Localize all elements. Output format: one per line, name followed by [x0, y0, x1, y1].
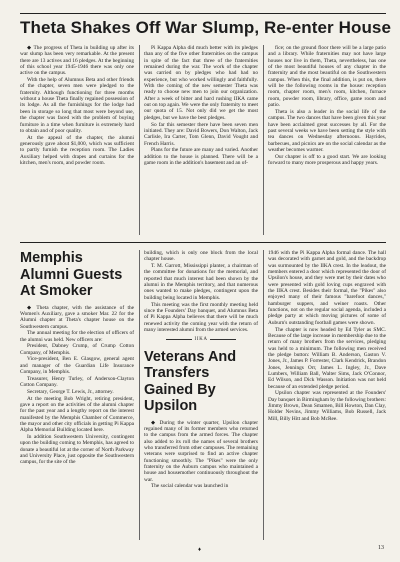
headline: Theta Shakes Off War Slump, Re-enter House	[20, 18, 392, 37]
veterans-para: 1946 with the Pi Kappa Alpha formal dance. The hall was decorated with garnet and gold, and the backdrop was surmounted by the IIKA crest. In the leadout, the members entered a door which represented the door of Upsilon's house, and they were met by their dates who were presented with gold loving cups engraved with the IIKA crest. Besides their formal, the "Pikes" also enjoyed many of their famous "barefoot dances," hamburger suppers, and weiner roasts. Other functions, not on the regular social agenda, included a pledge party at which moving pictures of some of Auburn's outstanding football games were shown.	[268, 250, 386, 326]
theta-para: Pi Kappa Alpha did much better with its pledges than any of the five other fraternities on the campus in spite of the fact that three of the fraternities remained during the war. The work of the chapter was carried on by pledges who had had no experience, but who worked willingly and faithfully. With the coming of the new semester Theta was ready to choose new men to join our organization. After a week of bitter and hard rushing IIKA came out on top again. We were the only fraternity to meet our quota of 15. Not only did we get the most pledges, but we have the best pledges.	[144, 45, 258, 121]
memphis-para: Secretary, George T. Lewis, Jr., attorney.	[27, 388, 114, 395]
memphis-headline: Memphis Alumni Guests At Smoker	[20, 250, 123, 299]
middle-column	[144, 250, 258, 490]
veterans-para: The social calendar was launched in	[151, 483, 229, 490]
page-number: 13	[378, 545, 384, 551]
veterans-column-3	[268, 250, 386, 422]
memphis-para: ◆ Theta chapter, with the assistance of the Women's Auxiliary, gave a smoker Mar. 22 for the Alumni chapter at Theta's chapter house on the Southwestern campus.	[20, 304, 134, 330]
theta-para: ◆ The progress of Theta in building up after its war slump has been very remarkable. At the present there are 13 actives and 16 pledges. At the beginning of this school year 1945-1946 there was only one active on the campus.	[20, 45, 134, 77]
column-rule	[139, 45, 140, 235]
memphis-para: Vice-president, Ben E. Glasgow, general agent and manager of the Guardian Life Insurance Company, in Memphis.	[20, 356, 134, 376]
veterans-para: The chapter is now headed by Ed Tyler as SMC. Because of the large increase in membership due to the return of many brothers from the services, pledging was held to a minimum. The following men received the pledge button: William B. Anderson, Gaston V. Jones, Jr., James P. Forrester, Clark Kendrick, Brandon Jones, Jennings Orr, James L. Ingley, Jr., Dave Lumbers, William Ball, Walter Sims, Jack O'Connor, Ed Wilson, and Dick Wasson. Initiation was not held because of an extended pledge period.	[268, 326, 386, 390]
theta-column-1	[20, 45, 134, 166]
veterans-para: Upsilon chapter was represented at the Founders' Day banquet in Birmingham by the following brothers: Jimmy Brown, Dean Smamen, Bill Howton, Dan Clay, Holder Nevins, Jimmy Williams, Bob Russell, Jack Mill, Billy Hitt and Bob McRee.	[268, 390, 386, 422]
column-rule	[263, 250, 264, 540]
memphis-para: President, Dabney Crump, of Crump Cotton Company, of Memphis.	[20, 343, 134, 356]
memphis-para: In addition Southwestern University, contingent upon the building coming to Memphis, has agreed to donate a beautiful lot at the corner of North Parkway and University Place, just opposite the Southwestern campus, for the site of the	[20, 434, 134, 466]
veterans-headline: Veterans And Transfers Gained By Upsilon	[144, 348, 237, 415]
theta-column-2	[144, 45, 258, 166]
section-rule	[20, 242, 386, 243]
column-rule	[139, 250, 140, 540]
top-rule	[20, 13, 386, 14]
theta-para: Our chapter is off to a good start. We are looking forward to many more prosperous and happy years.	[268, 153, 386, 166]
theta-para: Plans for the future are many and varied. Another addition to the house is planned. There will be a game room in the addition's basement and an of-	[144, 147, 258, 166]
memphis-para: Treasurer, Henry Turley, of Anderson-Clayton Cotton Company.	[20, 375, 134, 389]
theta-para: So far this semester there have been seven men initiated. They are: David Bowers, Don Walton, Jack Carlisle, Ira Carter, Tom Glenn, David Vought and French Harris.	[144, 121, 258, 147]
footer-ornament: ♦	[198, 547, 202, 553]
column-rule	[263, 45, 264, 235]
theta-column-3	[268, 45, 386, 166]
divider-mark: IIKA	[194, 337, 208, 343]
memphis-continued: building, which is only one block from the local chapter house.	[144, 250, 258, 263]
memphis-continued: This meeting was the first monthly meeting held since the Founders' Day banquet, and Alumnus Beta of Pi Kappa Alpha believes that there will be much renewed activity the coming year with the return of many interested alumni from the armed services.	[144, 301, 258, 333]
theta-para: At the appeal of the chapter, the alumni generously gave about $1,000, which was sufficient to partly furnish the reception room. The Ladies Auxiliary helped with drapes and curtains for the kitchen, men's room, and powder room.	[20, 134, 134, 166]
memphis-article	[20, 250, 134, 466]
theta-para: fice; on the ground floor there will be a large patio and a library. While fraternities may not have large houses nor live in them, Theta, nevertheless, has one of the most beautiful houses of any chapter in the fraternity and the most beautiful on the Southwestern campus. When this, the final addition, is put on, there will be the following rooms in the house: reception room, chapter room, men's room, kitchen, furnace room, powder room, library, office, game room and patio.	[268, 45, 386, 109]
theta-para: With the help of Alumnus Beta and other friends of the chapter, seven men were pledged to the fraternity. Although functioning for three months without a house Theta finally regained possession of its lodge. As all the furnishings for the lodge had been in storage so long that most were beyond use, the chapter was faced with the problem of buying furniture in a time when furniture is extremely hard to obtain and of poor quality.	[20, 77, 134, 134]
memphis-para: The annual meeting for the election of officers of the alumni was held. New officers are:	[20, 330, 134, 343]
memphis-para: At the meeting Bob Wright, retiring president, gave a report on the activities of the alumni chapter for the past year and a lengthy report on the interest manifested by the Memphis Chamber of Commerce, the mayor and other city officials in getting Pi Kappa Alpha Memorial Building located here.	[20, 395, 134, 434]
theta-para: Theta is also a leader in the social life of the campus. The two dances that have been given this year have been acclaimed great successes by all. For the past several weeks we have been setting the style with tea dances on Wednesday afternoons. Hayrides, barbecues, and picnics are on the social calendar as the weather becomes warmer.	[268, 108, 386, 153]
veterans-para: ◆ During the winter quarter, Upsilon chapter regained many of its former members who returned to the campus from the armed forces. The chapter also added to its roll the names of several brothers who transferred from other campuses. The remaining veterans were surprised to find an active chapter functioning smoothly. The "Pikes" were the only fraternity on the Auburn campus who maintained a house and housemother continuously throughout the war.	[144, 419, 258, 483]
article-divider	[144, 337, 258, 343]
memphis-continued: T. M. Garrott, Mississippi planter, a chairman of the committee for donations for the memorial, and reported that much interest had been shown by the alumni in the Memphis territory, and that numerous ones wanted to make pledges, contingent upon the building being located in Memphis.	[144, 263, 258, 301]
